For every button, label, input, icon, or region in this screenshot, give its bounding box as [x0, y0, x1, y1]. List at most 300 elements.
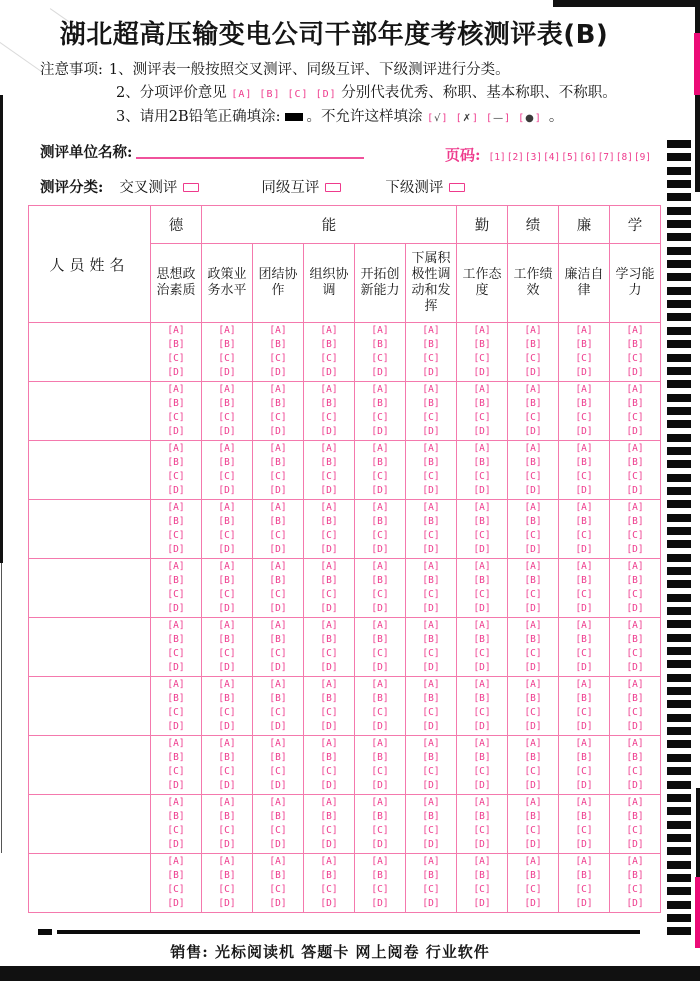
- option-bubble[interactable]: [A]: [371, 678, 389, 690]
- option-bubble[interactable]: [B]: [626, 338, 644, 350]
- option-bubble[interactable]: [B]: [575, 869, 593, 881]
- option-bubble[interactable]: [D]: [320, 367, 338, 379]
- option-bubble[interactable]: [A]: [167, 560, 185, 572]
- option-bubble[interactable]: [B]: [524, 515, 542, 527]
- option-bubble[interactable]: [D]: [218, 898, 236, 910]
- option-bubble[interactable]: [C]: [524, 884, 542, 895]
- option-bubble[interactable]: [B]: [473, 751, 491, 763]
- option-bubble[interactable]: [A]: [473, 678, 491, 690]
- option-bubble[interactable]: [B]: [269, 633, 287, 645]
- option-bubble[interactable]: [A]: [575, 855, 593, 867]
- option-bubble[interactable]: [B]: [575, 338, 593, 350]
- option-bubble[interactable]: [B]: [473, 397, 491, 409]
- option-bubble[interactable]: [A]: [218, 619, 236, 631]
- option-bubble[interactable]: [A]: [269, 560, 287, 572]
- option-bubble[interactable]: [A]: [524, 324, 542, 336]
- option-bubble[interactable]: [C]: [167, 471, 185, 482]
- option-bubble[interactable]: [C]: [626, 589, 644, 600]
- option-bubble[interactable]: [C]: [422, 412, 440, 423]
- option-bubble[interactable]: [D]: [524, 544, 542, 556]
- option-bubble[interactable]: [D]: [167, 780, 185, 792]
- option-bubble[interactable]: [D]: [422, 839, 440, 851]
- option-bubble[interactable]: [A]: [167, 737, 185, 749]
- option-bubble[interactable]: [D]: [626, 898, 644, 910]
- option-bubble[interactable]: [B]: [218, 338, 236, 350]
- option-bubble[interactable]: [D]: [218, 721, 236, 733]
- option-bubble[interactable]: [C]: [320, 884, 338, 895]
- option-bubble[interactable]: [D]: [524, 721, 542, 733]
- option-bubble[interactable]: [C]: [371, 766, 389, 777]
- option-bubble[interactable]: [D]: [269, 898, 287, 910]
- option-bubble[interactable]: [B]: [320, 574, 338, 586]
- option-bubble[interactable]: [B]: [218, 810, 236, 822]
- option-bubble[interactable]: [D]: [473, 426, 491, 438]
- option-bubble[interactable]: [A]: [422, 501, 440, 513]
- option-bubble[interactable]: [A]: [626, 324, 644, 336]
- page-number-bubble[interactable]: [9]: [633, 152, 652, 163]
- option-bubble[interactable]: [B]: [575, 810, 593, 822]
- option-bubble[interactable]: [D]: [167, 898, 185, 910]
- option-bubble[interactable]: [B]: [473, 574, 491, 586]
- option-bubble[interactable]: [D]: [626, 662, 644, 674]
- option-bubble[interactable]: [B]: [575, 515, 593, 527]
- option-bubble[interactable]: [B]: [473, 869, 491, 881]
- option-bubble[interactable]: [C]: [167, 648, 185, 659]
- option-bubble[interactable]: [D]: [320, 426, 338, 438]
- option-bubble[interactable]: [C]: [473, 412, 491, 423]
- option-bubble[interactable]: [A]: [167, 324, 185, 336]
- option-bubble[interactable]: [D]: [167, 603, 185, 615]
- option-bubble[interactable]: [D]: [167, 367, 185, 379]
- option-bubble[interactable]: [C]: [167, 412, 185, 423]
- option-bubble[interactable]: [C]: [320, 412, 338, 423]
- option-bubble[interactable]: [C]: [371, 530, 389, 541]
- option-bubble[interactable]: [A]: [575, 796, 593, 808]
- option-bubble[interactable]: [C]: [269, 589, 287, 600]
- option-bubble[interactable]: [A]: [371, 442, 389, 454]
- option-bubble[interactable]: [D]: [167, 544, 185, 556]
- option-bubble[interactable]: [C]: [626, 884, 644, 895]
- option-bubble[interactable]: [D]: [371, 898, 389, 910]
- option-bubble[interactable]: [D]: [218, 780, 236, 792]
- option-bubble[interactable]: [A]: [269, 855, 287, 867]
- option-bubble[interactable]: [A]: [422, 619, 440, 631]
- option-bubble[interactable]: [C]: [320, 707, 338, 718]
- option-bubble[interactable]: [B]: [524, 692, 542, 704]
- option-bubble[interactable]: [B]: [167, 456, 185, 468]
- option-bubble[interactable]: [A]: [320, 619, 338, 631]
- option-bubble[interactable]: [D]: [269, 367, 287, 379]
- option-bubble[interactable]: [C]: [371, 707, 389, 718]
- option-bubble[interactable]: [B]: [473, 810, 491, 822]
- option-bubble[interactable]: [D]: [473, 898, 491, 910]
- option-bubble[interactable]: [B]: [473, 633, 491, 645]
- option-bubble[interactable]: [C]: [626, 412, 644, 423]
- option-bubble[interactable]: [B]: [524, 574, 542, 586]
- option-bubble[interactable]: [A]: [269, 796, 287, 808]
- option-bubble[interactable]: [D]: [422, 662, 440, 674]
- option-bubble[interactable]: [D]: [575, 898, 593, 910]
- option-bubble[interactable]: [A]: [575, 678, 593, 690]
- option-bubble[interactable]: [D]: [320, 780, 338, 792]
- option-bubble[interactable]: [C]: [371, 589, 389, 600]
- option-bubble[interactable]: [D]: [473, 367, 491, 379]
- option-bubble[interactable]: [B]: [575, 751, 593, 763]
- option-bubble[interactable]: [A]: [473, 619, 491, 631]
- option-bubble[interactable]: [A]: [626, 855, 644, 867]
- option-bubble[interactable]: [C]: [575, 825, 593, 836]
- option-bubble[interactable]: [D]: [167, 839, 185, 851]
- option-bubble[interactable]: [B]: [473, 456, 491, 468]
- option-bubble[interactable]: [B]: [371, 456, 389, 468]
- option-bubble[interactable]: [A]: [371, 560, 389, 572]
- option-bubble[interactable]: [C]: [218, 648, 236, 659]
- option-bubble[interactable]: [B]: [371, 692, 389, 704]
- option-bubble[interactable]: [C]: [626, 707, 644, 718]
- option-bubble[interactable]: [C]: [524, 648, 542, 659]
- option-bubble[interactable]: [A]: [422, 383, 440, 395]
- option-bubble[interactable]: [A]: [167, 678, 185, 690]
- option-bubble[interactable]: [A]: [269, 737, 287, 749]
- option-bubble[interactable]: [C]: [422, 648, 440, 659]
- option-bubble[interactable]: [B]: [320, 810, 338, 822]
- page-number-bubble[interactable]: [2]: [506, 152, 524, 163]
- option-bubble[interactable]: [C]: [575, 412, 593, 423]
- option-bubble[interactable]: [A]: [269, 678, 287, 690]
- option-bubble[interactable]: [B]: [575, 692, 593, 704]
- option-bubble[interactable]: [C]: [269, 412, 287, 423]
- option-bubble[interactable]: [B]: [371, 574, 389, 586]
- option-bubble[interactable]: [A]: [218, 678, 236, 690]
- option-bubble[interactable]: [A]: [167, 383, 185, 395]
- page-number-bubble[interactable]: [8]: [615, 152, 633, 163]
- option-bubble[interactable]: [A]: [473, 383, 491, 395]
- option-bubble[interactable]: [D]: [575, 662, 593, 674]
- option-bubble[interactable]: [D]: [269, 839, 287, 851]
- option-bubble[interactable]: [C]: [422, 589, 440, 600]
- option-bubble[interactable]: [B]: [473, 692, 491, 704]
- option-bubble[interactable]: [D]: [422, 780, 440, 792]
- option-bubble[interactable]: [D]: [422, 485, 440, 497]
- option-bubble[interactable]: [A]: [626, 737, 644, 749]
- option-bubble[interactable]: [B]: [320, 692, 338, 704]
- option-bubble[interactable]: [B]: [524, 751, 542, 763]
- option-bubble[interactable]: [D]: [473, 780, 491, 792]
- option-bubble[interactable]: [A]: [320, 324, 338, 336]
- unit-name-input[interactable]: [136, 145, 364, 159]
- option-bubble[interactable]: [B]: [524, 869, 542, 881]
- option-bubble[interactable]: [B]: [626, 633, 644, 645]
- option-bubble[interactable]: [A]: [575, 383, 593, 395]
- option-bubble[interactable]: [D]: [524, 780, 542, 792]
- option-bubble[interactable]: [A]: [269, 619, 287, 631]
- option-bubble[interactable]: [A]: [626, 678, 644, 690]
- option-bubble[interactable]: [C]: [218, 766, 236, 777]
- option-bubble[interactable]: [C]: [626, 648, 644, 659]
- option-bubble[interactable]: [C]: [473, 884, 491, 895]
- option-bubble[interactable]: [B]: [422, 574, 440, 586]
- option-bubble[interactable]: [C]: [524, 471, 542, 482]
- option-bubble[interactable]: [A]: [575, 324, 593, 336]
- option-bubble[interactable]: [C]: [371, 648, 389, 659]
- option-bubble[interactable]: [B]: [626, 397, 644, 409]
- option-bubble[interactable]: [A]: [422, 855, 440, 867]
- option-bubble[interactable]: [A]: [473, 737, 491, 749]
- option-bubble[interactable]: [C]: [218, 353, 236, 364]
- option-bubble[interactable]: [B]: [371, 397, 389, 409]
- option-bubble[interactable]: [C]: [473, 530, 491, 541]
- option-bubble[interactable]: [C]: [320, 353, 338, 364]
- option-bubble[interactable]: [C]: [218, 825, 236, 836]
- option-bubble[interactable]: [C]: [575, 707, 593, 718]
- option-bubble[interactable]: [C]: [167, 825, 185, 836]
- option-bubble[interactable]: [D]: [320, 839, 338, 851]
- option-bubble[interactable]: [A]: [473, 560, 491, 572]
- option-bubble[interactable]: [D]: [320, 721, 338, 733]
- option-bubble[interactable]: [B]: [626, 869, 644, 881]
- option-bubble[interactable]: [A]: [320, 560, 338, 572]
- name-cell[interactable]: [29, 854, 151, 913]
- option-bubble[interactable]: [D]: [371, 721, 389, 733]
- option-bubble[interactable]: [C]: [320, 471, 338, 482]
- option-bubble[interactable]: [C]: [320, 766, 338, 777]
- option-bubble[interactable]: [A]: [575, 560, 593, 572]
- option-bubble[interactable]: [D]: [626, 603, 644, 615]
- category-checkbox[interactable]: [325, 183, 341, 192]
- option-bubble[interactable]: [D]: [626, 780, 644, 792]
- option-bubble[interactable]: [C]: [269, 825, 287, 836]
- page-number-bubble[interactable]: [4]: [543, 152, 561, 163]
- option-bubble[interactable]: [A]: [626, 796, 644, 808]
- name-cell[interactable]: [29, 382, 151, 441]
- name-cell[interactable]: [29, 323, 151, 382]
- option-bubble[interactable]: [B]: [524, 338, 542, 350]
- option-bubble[interactable]: [B]: [575, 574, 593, 586]
- option-bubble[interactable]: [B]: [167, 633, 185, 645]
- option-bubble[interactable]: [B]: [269, 574, 287, 586]
- option-bubble[interactable]: [C]: [218, 530, 236, 541]
- option-bubble[interactable]: [B]: [269, 869, 287, 881]
- option-bubble[interactable]: [B]: [626, 692, 644, 704]
- option-bubble[interactable]: [B]: [269, 338, 287, 350]
- option-bubble[interactable]: [D]: [167, 721, 185, 733]
- option-bubble[interactable]: [C]: [371, 825, 389, 836]
- option-bubble[interactable]: [B]: [422, 456, 440, 468]
- option-bubble[interactable]: [D]: [626, 544, 644, 556]
- option-bubble[interactable]: [B]: [269, 692, 287, 704]
- option-bubble[interactable]: [A]: [473, 796, 491, 808]
- option-bubble[interactable]: [D]: [320, 544, 338, 556]
- option-bubble[interactable]: [A]: [218, 796, 236, 808]
- option-bubble[interactable]: [C]: [473, 471, 491, 482]
- option-bubble[interactable]: [D]: [320, 898, 338, 910]
- option-bubble[interactable]: [C]: [626, 766, 644, 777]
- option-bubble[interactable]: [C]: [524, 589, 542, 600]
- option-bubble[interactable]: [A]: [269, 442, 287, 454]
- option-bubble[interactable]: [C]: [269, 707, 287, 718]
- option-bubble[interactable]: [C]: [167, 707, 185, 718]
- option-bubble[interactable]: [B]: [218, 692, 236, 704]
- option-bubble[interactable]: [C]: [575, 471, 593, 482]
- option-bubble[interactable]: [B]: [218, 751, 236, 763]
- option-bubble[interactable]: [B]: [167, 515, 185, 527]
- option-bubble[interactable]: [C]: [218, 412, 236, 423]
- option-bubble[interactable]: [B]: [167, 692, 185, 704]
- option-bubble[interactable]: [A]: [473, 855, 491, 867]
- option-bubble[interactable]: [B]: [320, 869, 338, 881]
- option-bubble[interactable]: [A]: [320, 383, 338, 395]
- option-bubble[interactable]: [C]: [524, 707, 542, 718]
- option-bubble[interactable]: [A]: [422, 560, 440, 572]
- option-bubble[interactable]: [A]: [371, 383, 389, 395]
- option-bubble[interactable]: [D]: [473, 662, 491, 674]
- option-bubble[interactable]: [A]: [218, 324, 236, 336]
- option-bubble[interactable]: [B]: [371, 810, 389, 822]
- option-bubble[interactable]: [B]: [371, 338, 389, 350]
- option-bubble[interactable]: [A]: [575, 501, 593, 513]
- option-bubble[interactable]: [A]: [575, 619, 593, 631]
- option-bubble[interactable]: [A]: [167, 855, 185, 867]
- option-bubble[interactable]: [B]: [473, 338, 491, 350]
- option-bubble[interactable]: [D]: [371, 426, 389, 438]
- option-bubble[interactable]: [A]: [626, 442, 644, 454]
- option-bubble[interactable]: [A]: [320, 501, 338, 513]
- option-bubble[interactable]: [B]: [524, 633, 542, 645]
- option-bubble[interactable]: [B]: [575, 456, 593, 468]
- option-bubble[interactable]: [D]: [167, 485, 185, 497]
- option-bubble[interactable]: [C]: [524, 766, 542, 777]
- option-bubble[interactable]: [D]: [422, 603, 440, 615]
- option-bubble[interactable]: [A]: [524, 619, 542, 631]
- name-cell[interactable]: [29, 559, 151, 618]
- option-bubble[interactable]: [B]: [167, 397, 185, 409]
- option-bubble[interactable]: [D]: [473, 839, 491, 851]
- option-bubble[interactable]: [C]: [320, 589, 338, 600]
- option-bubble[interactable]: [B]: [626, 515, 644, 527]
- option-bubble[interactable]: [B]: [422, 338, 440, 350]
- option-bubble[interactable]: [B]: [320, 397, 338, 409]
- option-bubble[interactable]: [D]: [575, 780, 593, 792]
- option-bubble[interactable]: [D]: [473, 544, 491, 556]
- option-bubble[interactable]: [C]: [575, 884, 593, 895]
- option-bubble[interactable]: [C]: [575, 353, 593, 364]
- option-bubble[interactable]: [D]: [422, 544, 440, 556]
- option-bubble[interactable]: [C]: [422, 884, 440, 895]
- option-bubble[interactable]: [D]: [371, 603, 389, 615]
- option-bubble[interactable]: [D]: [371, 544, 389, 556]
- option-bubble[interactable]: [C]: [167, 766, 185, 777]
- option-bubble[interactable]: [B]: [269, 397, 287, 409]
- option-bubble[interactable]: [A]: [524, 442, 542, 454]
- option-bubble[interactable]: [A]: [524, 737, 542, 749]
- option-bubble[interactable]: [A]: [167, 501, 185, 513]
- option-bubble[interactable]: [B]: [626, 456, 644, 468]
- option-bubble[interactable]: [D]: [575, 367, 593, 379]
- option-bubble[interactable]: [A]: [575, 442, 593, 454]
- option-bubble[interactable]: [A]: [320, 855, 338, 867]
- name-cell[interactable]: [29, 500, 151, 559]
- option-bubble[interactable]: [B]: [626, 810, 644, 822]
- option-bubble[interactable]: [D]: [218, 839, 236, 851]
- page-number-bubble[interactable]: [6]: [579, 152, 597, 163]
- option-bubble[interactable]: [C]: [626, 825, 644, 836]
- option-bubble[interactable]: [A]: [167, 442, 185, 454]
- option-bubble[interactable]: [B]: [524, 397, 542, 409]
- option-bubble[interactable]: [B]: [320, 456, 338, 468]
- option-bubble[interactable]: [B]: [575, 633, 593, 645]
- option-bubble[interactable]: [A]: [167, 796, 185, 808]
- option-bubble[interactable]: [D]: [524, 898, 542, 910]
- option-bubble[interactable]: [D]: [218, 485, 236, 497]
- option-bubble[interactable]: [B]: [524, 810, 542, 822]
- option-bubble[interactable]: [C]: [422, 825, 440, 836]
- option-bubble[interactable]: [C]: [371, 353, 389, 364]
- option-bubble[interactable]: [D]: [218, 662, 236, 674]
- option-bubble[interactable]: [C]: [320, 825, 338, 836]
- option-bubble[interactable]: [C]: [218, 471, 236, 482]
- option-bubble[interactable]: [B]: [167, 338, 185, 350]
- option-bubble[interactable]: [B]: [422, 692, 440, 704]
- option-bubble[interactable]: [A]: [524, 501, 542, 513]
- option-bubble[interactable]: [C]: [167, 353, 185, 364]
- option-bubble[interactable]: [C]: [218, 589, 236, 600]
- option-bubble[interactable]: [D]: [269, 485, 287, 497]
- option-bubble[interactable]: [C]: [575, 766, 593, 777]
- option-bubble[interactable]: [C]: [575, 589, 593, 600]
- option-bubble[interactable]: [A]: [626, 501, 644, 513]
- option-bubble[interactable]: [A]: [626, 560, 644, 572]
- option-bubble[interactable]: [B]: [320, 751, 338, 763]
- option-bubble[interactable]: [D]: [320, 662, 338, 674]
- option-bubble[interactable]: [D]: [626, 426, 644, 438]
- option-bubble[interactable]: [D]: [167, 426, 185, 438]
- option-bubble[interactable]: [D]: [575, 544, 593, 556]
- option-bubble[interactable]: [C]: [269, 648, 287, 659]
- category-checkbox[interactable]: [183, 183, 199, 192]
- option-bubble[interactable]: [B]: [269, 515, 287, 527]
- option-bubble[interactable]: [B]: [167, 574, 185, 586]
- option-bubble[interactable]: [D]: [269, 662, 287, 674]
- option-bubble[interactable]: [C]: [422, 707, 440, 718]
- option-bubble[interactable]: [A]: [320, 796, 338, 808]
- name-cell[interactable]: [29, 441, 151, 500]
- option-bubble[interactable]: [A]: [218, 383, 236, 395]
- option-bubble[interactable]: [B]: [218, 456, 236, 468]
- option-bubble[interactable]: [B]: [269, 456, 287, 468]
- option-bubble[interactable]: [B]: [422, 397, 440, 409]
- option-bubble[interactable]: [D]: [269, 544, 287, 556]
- option-bubble[interactable]: [C]: [320, 530, 338, 541]
- option-bubble[interactable]: [B]: [269, 810, 287, 822]
- option-bubble[interactable]: [C]: [167, 589, 185, 600]
- option-bubble[interactable]: [C]: [524, 825, 542, 836]
- option-bubble[interactable]: [B]: [626, 751, 644, 763]
- option-bubble[interactable]: [B]: [422, 751, 440, 763]
- option-bubble[interactable]: [B]: [218, 515, 236, 527]
- option-bubble[interactable]: [D]: [422, 367, 440, 379]
- option-bubble[interactable]: [A]: [320, 678, 338, 690]
- option-bubble[interactable]: [C]: [575, 648, 593, 659]
- option-bubble[interactable]: [B]: [218, 869, 236, 881]
- option-bubble[interactable]: [B]: [422, 810, 440, 822]
- option-bubble[interactable]: [D]: [269, 603, 287, 615]
- option-bubble[interactable]: [D]: [575, 485, 593, 497]
- option-bubble[interactable]: [A]: [320, 442, 338, 454]
- option-bubble[interactable]: [A]: [371, 796, 389, 808]
- option-bubble[interactable]: [B]: [218, 397, 236, 409]
- option-bubble[interactable]: [A]: [269, 501, 287, 513]
- option-bubble[interactable]: [C]: [218, 884, 236, 895]
